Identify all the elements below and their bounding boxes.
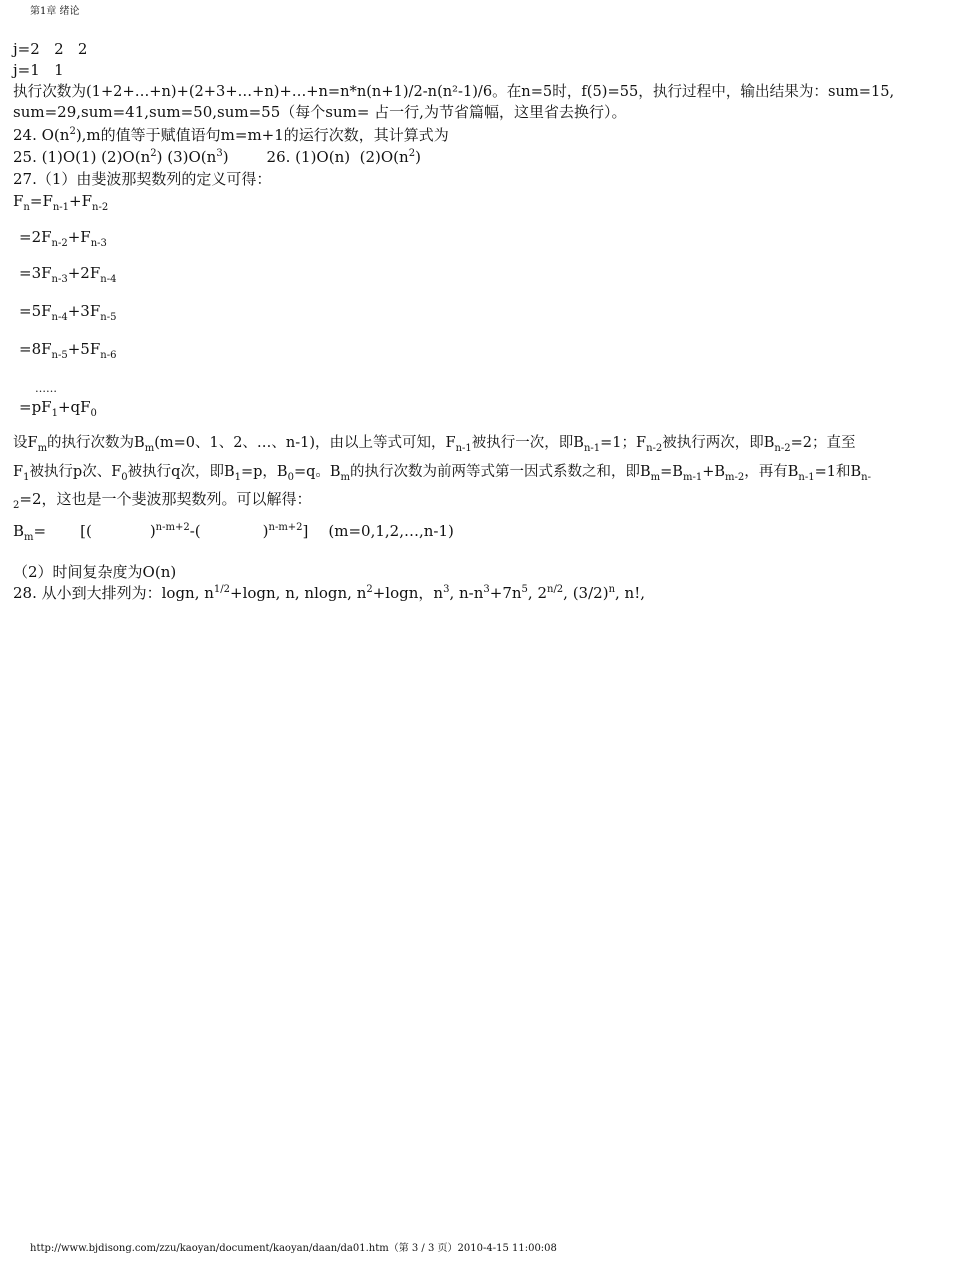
paragraph-bm-1: 设$F_m$的执行次数为$B_m(m=0$、1、2、…、n-1)，由以上等式可知，$F_{n-1}$被执行一次，即$B_{n-1}=1$；$F_{n-2}$被执行两次，即$B_{n-2}=2$；直至 [13, 435, 856, 454]
fib-equation-4: $=5F_{n-4}+3F_{n-5}$ [19, 302, 117, 323]
bm-formula: $B_m=$ [( )$^{n-m+2}$-( )$^{n-m+2}$] (m=0,1,2,…,n-1) [13, 522, 454, 543]
item-28: 28. 从小到大排列为：logn, $n^{1/2}+\log n$, n, nlogn, $n^2+\log n$，$n^3$, $n-n^3+7n^5$, $2^{n/2}$, $(3/2)^n$, n!, [13, 584, 646, 602]
fib-equation-3: $=3F_{n-3}+2F_{n-4}$ [19, 264, 117, 285]
fib-equation-1: $F_n=F_{n-1}+F_{n-2}$ [13, 192, 109, 213]
items-25-26: 25. (1)O(1) $(2)O(n^2)$ $(3)O(n^3)$ 26. (1)O(n) $(2)O(n^2)$ [13, 148, 421, 166]
fib-equation-5: $=8F_{n-5}+5F_{n-6}$ [19, 340, 117, 361]
paragraph-bm-2: $F_1$被执行p次、$F_0$被执行q次，即$B_1=p$，$B_0=q$。$B_m$的执行次数为前两等式第一因式系数之和，即$B_m=B_{m-1}+B_{m-2}$，再有$B_{n-1}=1$和$B_{n-}$ [13, 464, 871, 483]
chapter-header: 第1章 绪论 [30, 6, 80, 17]
item-27-complexity: （2）时间复杂度为O(n) [13, 563, 177, 581]
item-27-title: 27.（1）由斐波那契数列的定义可得： [13, 170, 272, 188]
paragraph-bm-3: $_2$=2，这也是一个斐波那契数列。可以解得： [13, 490, 312, 511]
fib-equation-6: $=pF_1+qF_0$ [19, 398, 97, 419]
paragraph-exec-count-1: 执行次数为(1+2+…+n)+(2+3+…+n)+…+n=n*n(n+1)/2-n(n²-1)/6。在n=5时，f(5)=55，执行过程中，输出结果为：sum=15, [13, 83, 895, 100]
footer-url: http://www.bjdisong.com/zzu/kaoyan/document/kaoyan/daan/da01.htm（第 3 / 3 页）2010-4-15 11:00:08 [30, 1243, 557, 1254]
fib-equation-2: $=2F_{n-2}+F_{n-3}$ [19, 228, 107, 249]
line-j2: j=2 2 2 [13, 40, 88, 58]
item-24: 24. $O(n^2),m$的值等于赋值语句m=m+1的运行次数，其计算式为 [13, 126, 449, 144]
ellipsis: …… [35, 382, 57, 395]
line-j1: j=1 1 [13, 61, 64, 79]
paragraph-exec-count-2: sum=29,sum=41,sum=50,sum=55（每个sum= 占一行,为节省篇幅，这里省去换行）。 [13, 103, 627, 121]
